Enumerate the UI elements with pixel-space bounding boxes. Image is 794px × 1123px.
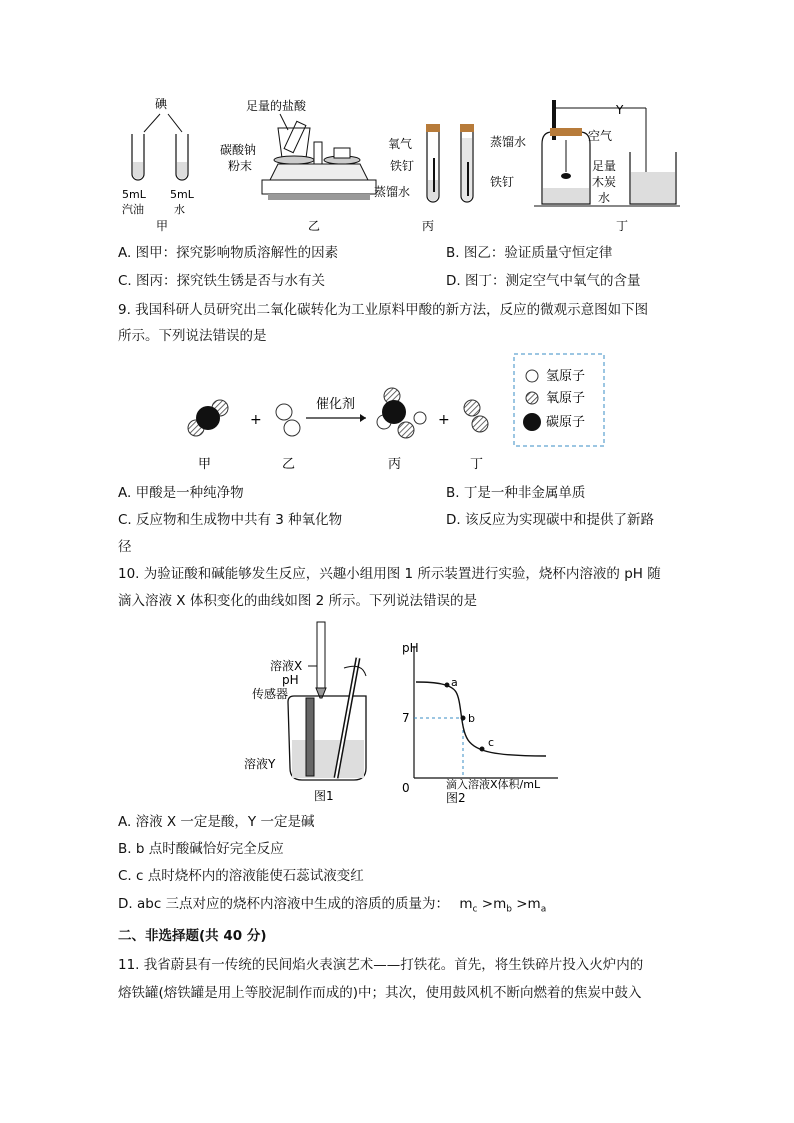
origin-label: 0 [402,781,410,795]
caption-yi: 乙 [308,219,321,233]
svg-text:碳酸钠: 碳酸钠 [220,143,257,157]
svg-text:水: 水 [598,191,611,205]
svg-text:甲: 甲 [198,457,212,472]
svg-text:氧原子: 氧原子 [546,391,586,406]
svg-text:+: + [438,412,450,428]
point-c-label: c [488,736,495,749]
svg-text:蒸馏水: 蒸馏水 [490,135,527,149]
catalyst-label: 催化剂 [316,397,356,412]
atom-legend [514,354,604,446]
q9-option-b: B. 丁是一种非金属单质 [446,485,586,501]
svg-text:丙: 丙 [388,457,402,472]
section-heading: 二、非选择题(共 40 分) [118,928,267,944]
molecule-yi [276,404,300,436]
fig1-apparatus [244,622,366,803]
fig-bing [374,124,526,233]
svg-text:粉末: 粉末 [228,159,253,173]
q9-option-c: C. 反应物和生成物中共有 3 种氧化物 [118,512,343,528]
q9-option-d: D. 该反应为实现碳中和提供了新路 [446,512,654,528]
point-a-label: a [451,676,458,689]
svg-text:碳原子: 碳原子 [546,415,586,430]
svg-text:pH: pH [282,673,299,687]
svg-text:足量: 足量 [592,159,617,173]
q10-stem-line1: 10. 为验证酸和碱能够发生反应，兴趣小组用图 1 所示装置进行实验，烧杯内溶液的 pH 随 [118,566,661,582]
q10-figures [236,618,566,808]
molecule-ding [464,400,488,432]
svg-text:氧气: 氧气 [388,137,413,151]
y-tick-7: 7 [402,711,410,725]
x-axis-label: 滴入溶液X体积/mL [446,778,541,791]
molecule-jia [188,400,228,436]
fig-jia [122,96,195,233]
svg-text:5mL: 5mL [170,188,194,201]
point-b-label: b [468,712,475,725]
q9-reaction-diagram [180,352,620,476]
svg-text:空气: 空气 [588,129,613,143]
q10-option-b: B. b 点时酸碱恰好完全反应 [118,841,284,857]
q10-stem-line2: 滴入溶液 X 体积变化的曲线如图 2 所示。下列说法错误的是 [118,593,478,609]
fig1-caption: 图1 [314,789,334,803]
svg-text:足量的盐酸: 足量的盐酸 [246,99,307,113]
point-c [480,747,485,752]
q11-line2: 熔铁罐(熔铁罐是用上等胶泥制作而成的)中；其次，使用鼓风机不断向燃着的焦炭中鼓入 [118,985,642,1001]
caption-jia: 甲 [156,219,169,233]
svg-text:Y: Y [616,103,624,117]
ph-curve [416,682,546,756]
q8-option-d: D. 图丁：测定空气中氧气的含量 [446,273,641,289]
svg-text:乙: 乙 [282,457,296,472]
svg-text:木炭: 木炭 [592,175,617,189]
q8-option-a: A. 图甲：探究影响物质溶解性的因素 [118,245,339,261]
q9-option-a: A. 甲酸是一种纯净物 [118,485,244,501]
point-a [445,683,450,688]
q9-stem-line2: 所示。下列说法错误的是 [118,328,267,344]
fig2-chart [402,641,558,805]
q8-option-b: B. 图乙：验证质量守恒定律 [446,245,613,261]
fig2-caption: 图2 [446,791,466,805]
caption-bing: 丙 [422,219,435,233]
svg-text:5mL: 5mL [122,188,146,201]
svg-text:水: 水 [174,203,185,216]
q9-stem-line1: 9. 我国科研人员研究出二氧化碳转化为工业原料甲酸的新方法，反应的微观示意图如下图 [118,302,649,318]
q8-option-c: C. 图丙：探究铁生锈是否与水有关 [118,273,326,289]
svg-text:氢原子: 氢原子 [546,369,586,384]
svg-text:溶液X: 溶液X [270,659,303,673]
molecule-bing [377,388,426,438]
svg-text:溶液Y: 溶液Y [244,757,276,771]
q10-option-d: D. abc 三点对应的烧杯内溶液中生成的溶质的质量为： $m_c >m_b >m_a$ [118,896,547,915]
y-axis-label: pH [402,641,419,655]
q10-option-c: C. c 点时烧杯内的溶液能使石蕊试液变红 [118,868,364,884]
point-b [461,716,466,721]
q9-option-d-cont: 径 [118,539,132,555]
caption-ding: 丁 [616,219,629,233]
mass-formula: $m_c >m_b >m_a$ [459,896,547,915]
q8-figures [110,92,690,242]
fig-ding [534,100,680,233]
q11-line1: 11. 我省蔚县有一传统的民间焰火表演艺术——打铁花。首先，将生铁碎片投入火炉内的 [118,957,644,973]
q10-option-a: A. 溶液 X 一定是酸，Y 一定是碱 [118,814,315,830]
svg-text:蒸馏水: 蒸馏水 [374,185,411,199]
iodine-label: 碘 [155,97,168,111]
svg-text:铁钉: 铁钉 [390,159,415,173]
fig-yi [220,98,376,233]
svg-text:丁: 丁 [470,457,484,472]
svg-text:+: + [250,412,262,428]
svg-text:汽油: 汽油 [122,203,144,216]
svg-text:传感器: 传感器 [252,687,289,701]
svg-text:铁钉: 铁钉 [490,175,515,189]
